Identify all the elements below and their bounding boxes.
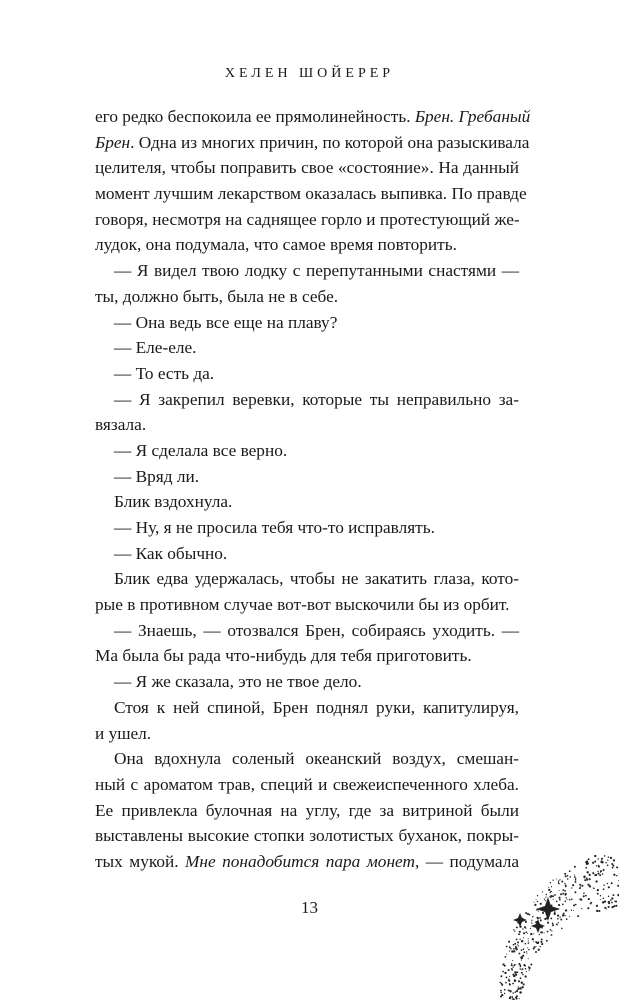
line-text: — Как обычно. (114, 543, 228, 563)
text-line (95, 361, 519, 387)
star-ornament-icon (480, 855, 619, 1000)
line-text: тых мукой. (95, 851, 186, 871)
text-line (95, 798, 519, 824)
italic-text: Брен (95, 132, 131, 152)
line-text: Блик вздохнула. (114, 492, 233, 512)
text-line (95, 412, 519, 438)
line-text: — Она ведь все еще на плаву? (114, 312, 338, 332)
text-line (95, 155, 519, 181)
italic-text: Брен. Гребаный (414, 107, 531, 126)
text-line (95, 695, 519, 721)
line-text: момент лучшим лекарством оказалась выпивка. По правде (95, 184, 527, 204)
line-text: — Вряд ли. (114, 466, 200, 486)
text-line (95, 643, 519, 669)
text-line (95, 464, 519, 490)
line-text: — То есть да. (114, 363, 215, 383)
line-text: — Знаешь, — отозвался Брен, собираясь уходить. — (114, 620, 519, 640)
line-text: — Я же сказала, это не твое дело. (114, 672, 362, 692)
text-line (95, 181, 527, 207)
line-text: говоря, несмотря на саднящее горло и протестующий же- (95, 209, 520, 229)
text-line (95, 284, 519, 310)
line-text: выставлены высокие стопки золотистых буханок, покры- (95, 826, 519, 846)
text-line (95, 669, 519, 695)
body-text (95, 104, 531, 875)
line-text: вязала. (95, 415, 147, 435)
line-text: — Еле-еле. (114, 338, 197, 358)
line-text: рые в противном случае вот-вот выскочили бы из орбит. (95, 595, 510, 615)
line-text: Ее привлекла булочная на углу, где за витриной были (95, 800, 519, 820)
text-line (95, 258, 519, 284)
line-text: , — подумала (414, 851, 520, 871)
page-number: 13 (301, 898, 318, 917)
line-text: Блик едва удержалась, чтобы не закатить глаза, кото- (114, 569, 519, 589)
text-line (95, 592, 519, 618)
text-line (95, 515, 519, 541)
text-line (95, 387, 519, 413)
text-line (95, 618, 519, 644)
text-line (95, 566, 519, 592)
line-text: Ма была бы рада что-нибудь для тебя приготовить. (95, 646, 472, 666)
line-text: — Ну, я не просила тебя что-то исправлять. (114, 518, 435, 537)
running-head: ХЕЛЕН ШОЙЕРЕР (224, 66, 395, 81)
line-text: и ушел. (95, 723, 152, 743)
text-line (95, 746, 519, 772)
italic-text: Мне понадобится пара монет (185, 851, 415, 871)
line-text: Она вдохнула соленый океанский воздух, смешан- (114, 749, 519, 769)
text-line (95, 772, 519, 798)
line-text: целителя, чтобы поправить свое «состояние». На данный (95, 158, 519, 178)
text-line (95, 849, 519, 875)
line-text: — Я сделала все верно. (114, 440, 288, 460)
line-text: ты, должно быть, была не в себе. (95, 286, 339, 306)
line-text: . Одна из многих причин, по которой она разыскивала (130, 132, 530, 152)
text-line (95, 335, 519, 361)
line-text: его редко беспокоила ее прямолинейность. (95, 107, 415, 126)
line-text: Стоя к ней спиной, Брен поднял руки, капитулируя, (114, 697, 519, 717)
text-line (95, 721, 519, 747)
line-text: — Я видел твою лодку с перепутанными снастями — (114, 261, 519, 281)
text-line (95, 438, 519, 464)
line-text: — Я закрепил веревки, которые ты неправильно за- (114, 389, 519, 409)
text-line (95, 541, 519, 567)
text-line (95, 207, 519, 233)
text-line (95, 232, 519, 258)
text-line (95, 104, 531, 130)
line-text: лудок, она подумала, что самое время повторить. (95, 235, 457, 255)
text-line (95, 489, 519, 515)
text-line (95, 310, 519, 336)
text-line (95, 823, 519, 849)
line-text: ный с ароматом трав, специй и свежеиспеченного хлеба. (95, 774, 519, 794)
text-line (95, 130, 530, 156)
